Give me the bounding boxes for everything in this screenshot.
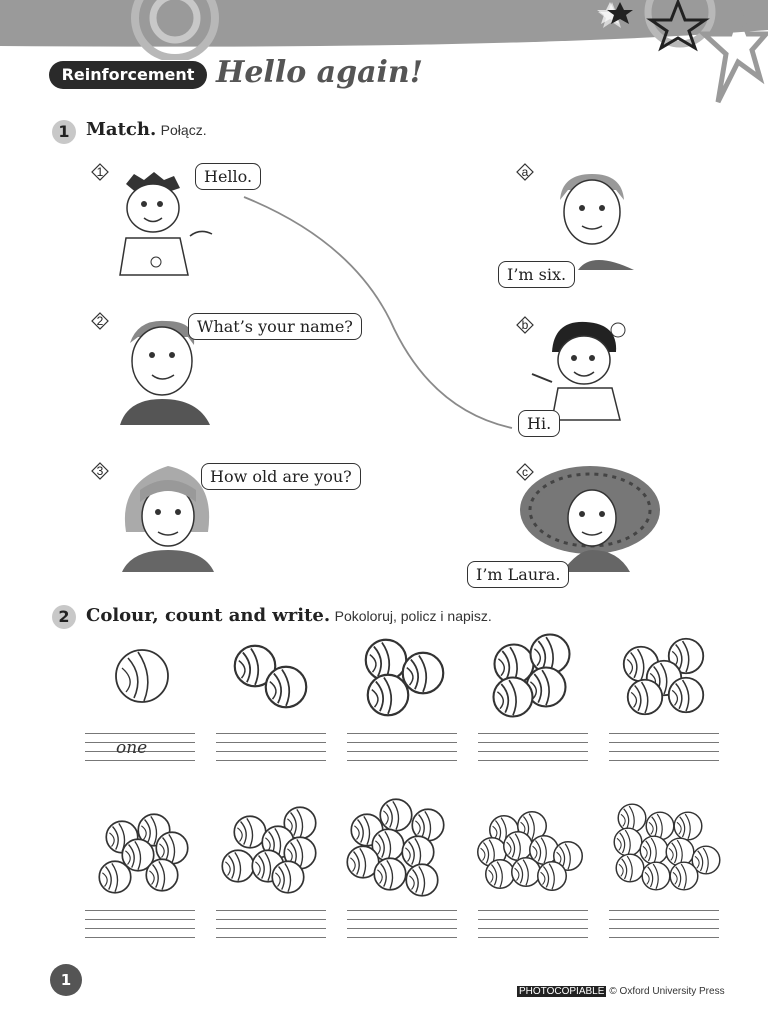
- writing-lines: [216, 910, 326, 938]
- section-tag: Reinforcement: [49, 61, 207, 89]
- example-answer: one: [116, 738, 148, 758]
- speech-bubble: What’s your name?: [188, 313, 362, 340]
- exercise-subtitle: Połącz.: [160, 122, 207, 138]
- exercise-number: 2: [52, 605, 76, 629]
- speech-bubble: Hello.: [195, 163, 261, 190]
- exercise-number: 1: [52, 120, 76, 144]
- exercise-subtitle: Pokoloruj, policz i napisz.: [334, 608, 492, 624]
- writing-lines: [609, 910, 719, 938]
- speech-bubble: I’m Laura.: [467, 561, 569, 588]
- item-marker: 3: [91, 462, 109, 480]
- writing-lines: [478, 733, 588, 761]
- writing-lines: [216, 733, 326, 761]
- writing-lines: [478, 910, 588, 938]
- item-marker: a: [516, 163, 534, 181]
- speech-bubble: I’m six.: [498, 261, 575, 288]
- item-marker: c: [516, 463, 534, 481]
- item-marker: b: [516, 316, 534, 334]
- writing-lines: [609, 733, 719, 761]
- copyright-notice: [517, 986, 725, 997]
- publisher-credit: © Oxford University Press: [609, 986, 725, 997]
- speech-bubble: How old are you?: [201, 463, 361, 490]
- speech-bubble: Hi.: [518, 410, 560, 437]
- writing-lines: [347, 733, 457, 761]
- writing-lines: [347, 910, 457, 938]
- exercise-title: Colour, count and write.: [86, 605, 331, 626]
- item-marker: 1: [91, 163, 109, 181]
- page-number: 1: [50, 964, 82, 996]
- writing-lines: [85, 910, 195, 938]
- exercise-title: Match.: [86, 119, 157, 140]
- page-title: Hello again!: [216, 55, 423, 90]
- item-marker: 2: [91, 312, 109, 330]
- photocopiable-label: PHOTOCOPIABLE: [519, 986, 605, 997]
